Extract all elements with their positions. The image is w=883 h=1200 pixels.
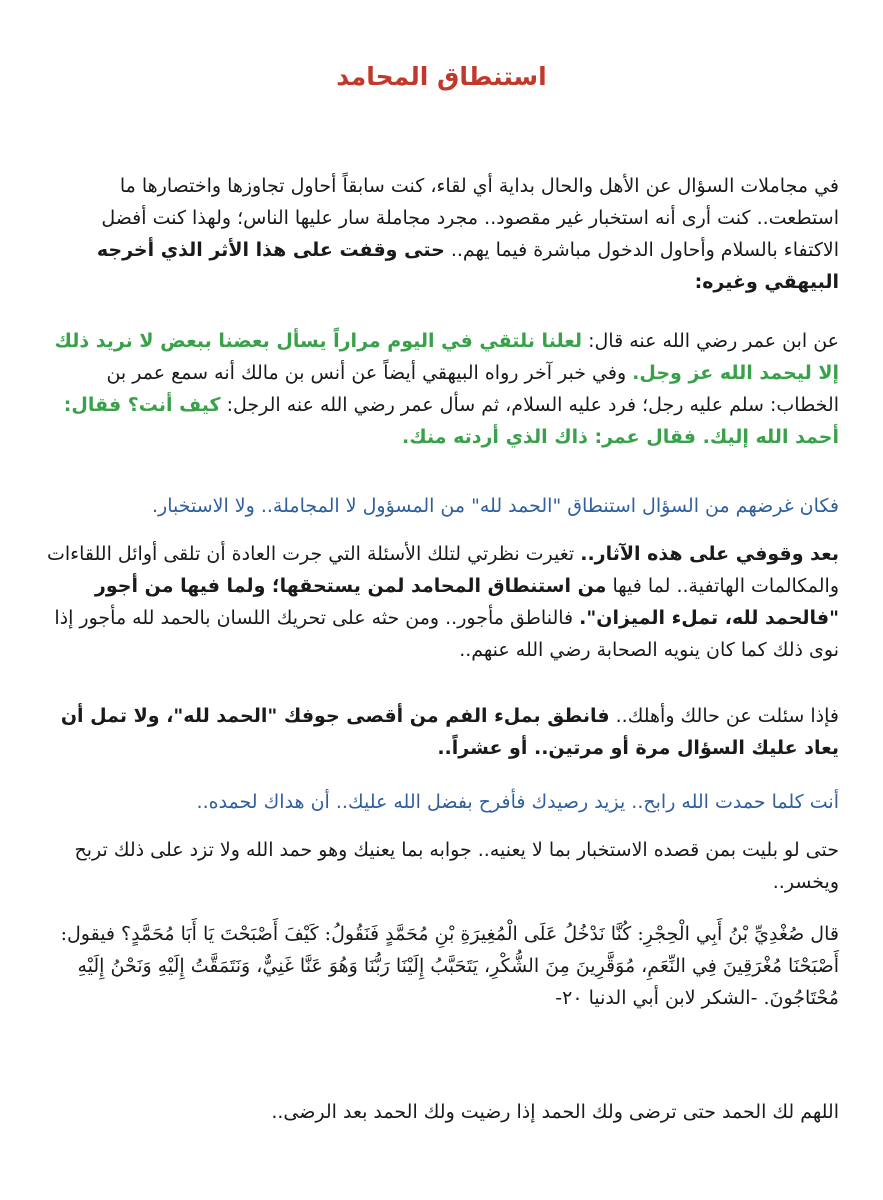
paragraph-advice [44, 700, 839, 764]
paragraph-reward: أنت كلما حمدت الله رابح.. يزيد رصيدك فأفرح بفضل الله عليك.. أن هداك لحمده.. [196, 791, 839, 813]
reflection-bold-start: بعد وقوفي على هذه الآثار.. [580, 543, 839, 565]
shukr-source: -الشكر لابن أبي الدنيا ٢٠- [555, 987, 764, 1009]
paragraph-response: حتى لو بليت بمن قصده الاستخبار بما لا يعنيه.. جوابه بما يعنيك وهو حمد الله ولا تزد على ذلك تربح ويخسر.. [74, 839, 839, 893]
paragraph-athar [44, 325, 839, 453]
reflection-bold-middle: من استنطاق المحامد لمن يستحقها؛ ولما فيها من أجور "فالحمد لله، تملء الميزان". [94, 575, 839, 629]
athar-intro: عن ابن عمر رضي الله عنه قال: [582, 330, 839, 352]
paragraph-intro [44, 170, 839, 298]
advice-bold-text: فانطق بملء الفم من أقصى جوفك "الحمد لله"، ولا تمل أن يعاد عليك السؤال مرة أو مرتين.. أو عشراً.. [60, 705, 839, 759]
paragraph-purpose: فكان غرضهم من السؤال استنطاق "الحمد لله" من المسؤول لا المجاملة.. ولا الاستخبار. [151, 495, 839, 517]
reflection-text-end: فالناطق مأجور.. ومن حثه على تحريك اللسان بالحمد لله مأجور إذا نوى ذلك كما كان ينويه الصحابة رضي الله عنهم.. [54, 607, 839, 661]
paragraph-shukr-quote [44, 918, 839, 1014]
paragraph-reflection [44, 538, 839, 666]
shukr-quote-text: قال صُغْدِيِّ بْنُ أَبِي الْحِجْرِ: كُنَّا نَدْخُلُ عَلَى الْمُغِيرَةِ بْنِ مُحَمَّدٍ فَنَقُولُ: كَيْفَ أَصْبَحْتَ يَا أَبَا مُحَمَّدٍ؟ فيقول: أَصْبَحْنَا مُغْرَقِينَ فِي النِّعَمِ، مُوَقَّرِينَ مِنَ الشُّكْرِ، يَتَحَبَّبُ إِلَيْنَا رَبُّنَا وَهُوَ عَنَّا غَنِيٌّ، وَنَتَمَقَّتُ إِلَيْهِ وَنَحْنُ إِلَيْهِ مُحْتَاجُونَ. [60, 923, 839, 1009]
reflection-text: تغيرت نظرتي لتلك الأسئلة التي جرت العادة أن تلقى أوائل اللقاءات والمكالمات الهاتفية.. لما فيها [46, 543, 839, 597]
athar-quote-umar: كيف أنت؟ فقال: أحمد الله إليك. فقال عمر: ذاك الذي أردته منك. [63, 394, 839, 448]
document-page [44, 0, 839, 1200]
intro-bold-text: حتى وقفت على هذا الأثر الذي أخرجه البيهقي وغيره: [96, 239, 839, 293]
page-title: استنطاق المحامد [336, 62, 547, 91]
closing-dua: اللهم لك الحمد حتى ترضى ولك الحمد إذا رضيت ولك الحمد بعد الرضى.. [271, 1101, 839, 1123]
intro-text: في مجاملات السؤال عن الأهل والحال بداية أي لقاء، كنت سابقاً أحاول تجاوزها واختصارها ما استطعت.. كنت أرى أنه استخبار غير مقصود.. مجرد مجاملة سار عليها الناس؛ ولهذا كنت أفضل الاكتفاء بالسلام وأحاول الدخول مباشرة فيما يهم.. [101, 175, 839, 261]
athar-quote-ibn-umar: لعلنا نلتقي في اليوم مراراً يسأل بعضنا ببعض لا نريد ذلك إلا ليحمد الله عز وجل. [54, 330, 839, 384]
athar-second-narration: وفي خبر آخر رواه البيهقي أيضاً عن أنس بن مالك أنه سمع عمر بن الخطاب: سلم عليه رجل؛ فرد عليه السلام، ثم سأل عمر رضي الله عنه الرجل: [106, 362, 839, 416]
advice-text: فإذا سئلت عن حالك وأهلك.. [609, 705, 839, 727]
